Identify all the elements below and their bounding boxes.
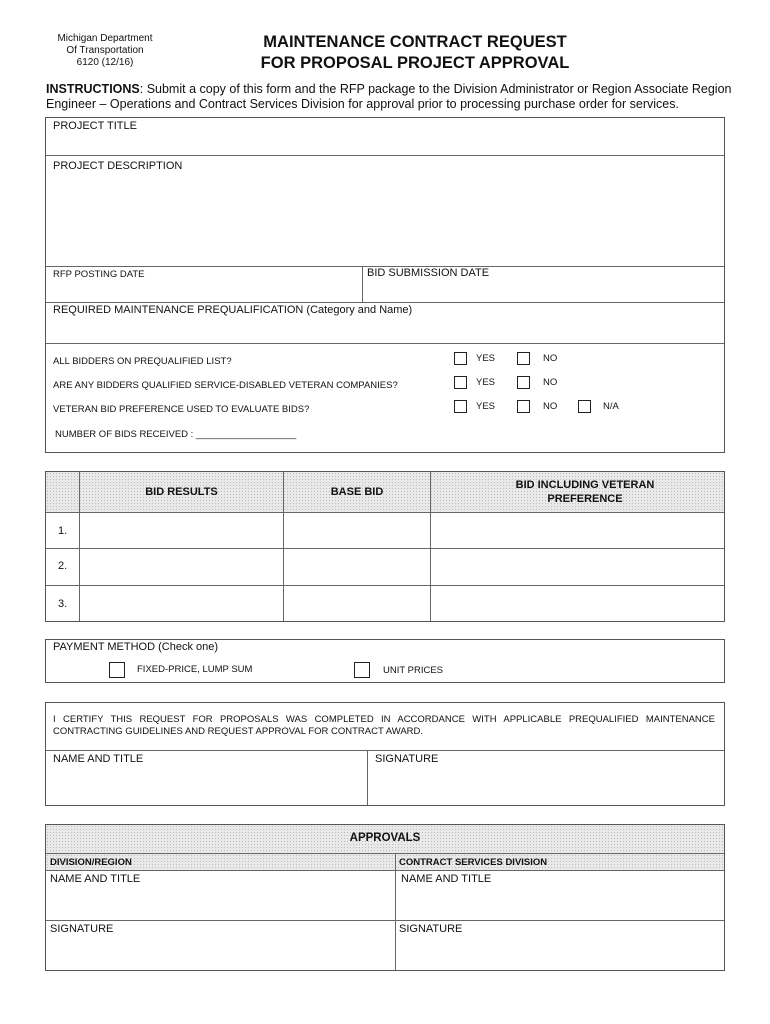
header-bid-veteran-preference: BID INCLUDING VETERAN PREFERENCE <box>515 479 655 505</box>
prequalification-field[interactable] <box>46 320 724 342</box>
bid-result-cell[interactable] <box>81 514 282 547</box>
veteran-companies-no-checkbox[interactable] <box>517 376 530 389</box>
project-description-field[interactable] <box>46 176 724 264</box>
prequalified-yes-checkbox[interactable] <box>454 352 467 365</box>
base-bid-cell[interactable] <box>285 587 429 620</box>
divider <box>395 854 396 970</box>
rfp-posting-date-field[interactable] <box>46 282 360 301</box>
contract-services-header: CONTRACT SERVICES DIVISION <box>399 857 548 868</box>
divider <box>46 155 724 156</box>
question-prequalified-list: ALL BIDDERS ON PREQUALIFIED LIST? <box>53 356 232 367</box>
bid-submission-date-field[interactable] <box>364 282 722 301</box>
divider <box>46 585 724 586</box>
fixed-price-checkbox[interactable] <box>109 662 125 678</box>
veteran-bid-cell[interactable] <box>432 550 723 584</box>
project-title-label: PROJECT TITLE <box>53 120 137 132</box>
project-description-label: PROJECT DESCRIPTION <box>53 160 183 172</box>
form-title <box>180 32 650 74</box>
unit-prices-checkbox[interactable] <box>354 662 370 678</box>
department-name-line1: Michigan Department <box>57 33 153 44</box>
divider <box>367 750 368 805</box>
unit-prices-label: UNIT PRICES <box>383 665 444 676</box>
divider <box>46 870 724 871</box>
row-number: 3. <box>58 598 68 610</box>
division-signature-label: SIGNATURE <box>50 923 114 935</box>
divider <box>46 853 724 854</box>
form-title-line1: MAINTENANCE CONTRACT REQUEST <box>263 33 567 51</box>
divider <box>46 302 724 303</box>
bid-result-cell[interactable] <box>81 550 282 584</box>
yes-label: YES <box>476 353 496 364</box>
row-number: 2. <box>58 560 68 572</box>
contract-name-title-label: NAME AND TITLE <box>401 873 492 885</box>
instructions-label: INSTRUCTIONS <box>46 82 140 96</box>
form-number: 6120 (12/16) <box>76 57 134 68</box>
department-block <box>40 33 170 69</box>
row-number: 1. <box>58 525 68 537</box>
contract-signature-field[interactable] <box>397 938 723 969</box>
divider <box>46 920 724 921</box>
certification-statement: I CERTIFY THIS REQUEST FOR PROPOSALS WAS COMPLETED IN ACCORDANCE WITH APPLICABLE PREQUALIFIED MAINTENANCE CONTRACTING GUIDELINES AND REQUEST APPROVAL FOR CONTRACT AWARD. <box>53 714 715 737</box>
base-bid-cell[interactable] <box>285 514 429 547</box>
prequalification-label: REQUIRED MAINTENANCE PREQUALIFICATION (Category and Name) <box>53 304 413 316</box>
project-title-field[interactable] <box>46 134 724 154</box>
veteran-companies-yes-checkbox[interactable] <box>454 376 467 389</box>
yes-label: YES <box>476 377 496 388</box>
divider <box>46 512 724 513</box>
header-bid-results: BID RESULTS <box>145 486 218 498</box>
veteran-preference-yes-checkbox[interactable] <box>454 400 467 413</box>
bid-result-cell[interactable] <box>81 587 282 620</box>
approvals-title: APPROVALS <box>349 832 421 844</box>
department-name-line2: Of Transportation <box>66 45 144 56</box>
base-bid-cell[interactable] <box>285 550 429 584</box>
divider <box>46 750 724 751</box>
certify-name-title-field[interactable] <box>47 768 365 804</box>
contract-signature-label: SIGNATURE <box>399 923 463 935</box>
certify-signature-field[interactable] <box>369 768 723 804</box>
certify-signature-label: SIGNATURE <box>375 753 439 765</box>
no-label: NO <box>543 353 558 364</box>
veteran-bid-cell[interactable] <box>432 514 723 547</box>
division-region-header: DIVISION/REGION <box>50 857 132 868</box>
question-veteran-companies: ARE ANY BIDDERS QUALIFIED SERVICE-DISABLED VETERAN COMPANIES? <box>53 380 398 391</box>
veteran-bid-cell[interactable] <box>432 587 723 620</box>
question-veteran-preference: VETERAN BID PREFERENCE USED TO EVALUATE BIDS? <box>53 404 310 415</box>
division-name-title-label: NAME AND TITLE <box>50 873 141 885</box>
divider <box>46 343 724 344</box>
number-of-bids-label[interactable]: NUMBER OF BIDS RECEIVED : ___________________ <box>55 429 297 440</box>
approvals-subheader-bar <box>46 854 724 870</box>
divider <box>362 266 363 302</box>
instructions <box>46 82 736 112</box>
no-label: NO <box>543 377 558 388</box>
payment-method-label: PAYMENT METHOD (Check one) <box>53 641 219 653</box>
division-name-title-field[interactable] <box>47 888 393 919</box>
prequalified-no-checkbox[interactable] <box>517 352 530 365</box>
yes-label: YES <box>476 401 496 412</box>
no-label: NO <box>543 401 558 412</box>
contract-name-title-field[interactable] <box>397 888 723 919</box>
header-base-bid: BASE BID <box>330 486 384 498</box>
rfp-posting-date-label: RFP POSTING DATE <box>53 269 145 280</box>
divider <box>46 548 724 549</box>
divider <box>430 472 431 621</box>
bid-submission-date-label: BID SUBMISSION DATE <box>367 267 490 279</box>
certify-name-title-label: NAME AND TITLE <box>53 753 144 765</box>
fixed-price-label: FIXED-PRICE, LUMP SUM <box>137 664 253 675</box>
veteran-preference-no-checkbox[interactable] <box>517 400 530 413</box>
veteran-preference-na-checkbox[interactable] <box>578 400 591 413</box>
instructions-text: : Submit a copy of this form and the RFP package to the Division Administrator or Region Associate Region Engineer – Operations and Contract Services Division for approval prior to processing purchase order for services. <box>46 82 732 111</box>
na-label: N/A <box>603 401 619 412</box>
division-signature-field[interactable] <box>47 938 393 969</box>
form-title-line2: FOR PROPOSAL PROJECT APPROVAL <box>260 54 570 72</box>
